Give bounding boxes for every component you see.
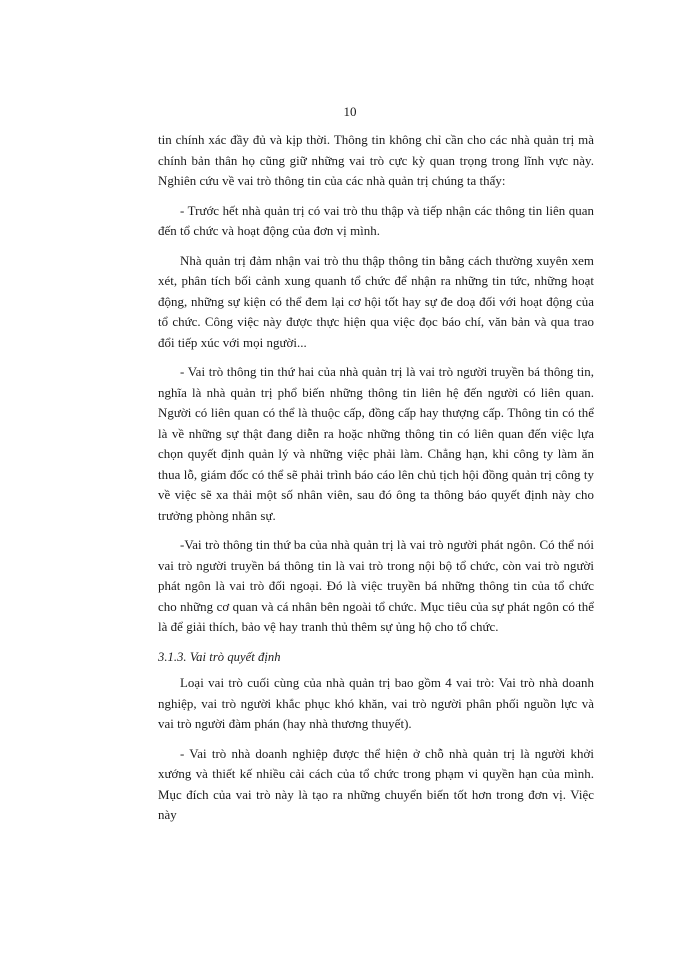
body-paragraph: tin chính xác đầy đủ và kịp thời. Thông tin không chỉ cần cho các nhà quản trị mà chính bản thân họ cũng giữ những vai trò cực kỳ quan trọng trong lĩnh vực này. Nghiên cứu về vai trò thông tin của các nhà quản trị chúng ta thấy:	[158, 133, 594, 188]
page-number: 10	[343, 104, 357, 119]
body-paragraph: Loại vai trò cuối cùng của nhà quản trị bao gồm 4 vai trò: Vai trò nhà doanh nghiệp, vai trò người khắc phục khó khăn, vai trò người phân phối nguồn lực và vai trò người đàm phán (hay nhà thương thuyết).	[158, 676, 594, 731]
section-heading: 3.1.3. Vai trò quyết định	[158, 649, 281, 664]
body-paragraph: - Vai trò thông tin thứ hai của nhà quản trị là vai trò người truyền bá thông tin, nghĩa là nhà quản trị phổ biến những thông tin liên hệ đến người có liên quan. Người có liên quan có thể là thuộc cấp, đồng cấp hay thượng cấp. Thông tin có thể là về những sự thật đang diễn ra hoặc những thông tin có liên quan đến việc lựa chọn quyết định quản lý và những việc phải làm. Chẳng hạn, khi công ty làm ăn thua lỗ, giám đốc có thể sẽ phải trình báo cáo lên chủ tịch hội đồng quản trị công ty về việc sẽ xa thải một số nhân viên, sau đó ông ta thông báo quyết định này cho trưởng phòng nhân sự.	[158, 365, 594, 523]
body-paragraph: - Trước hết nhà quản trị có vai trò thu thập và tiếp nhận các thông tin liên quan đến tổ chức và hoạt động của đơn vị mình.	[158, 203, 594, 238]
body-paragraph: Nhà quản trị đảm nhận vai trò thu thập thông tin bằng cách thường xuyên xem xét, phân tích bối cảnh xung quanh tổ chức để nhận ra những tin tức, những hoạt động, những sự kiện có thể đem lại cơ hội tốt hay sự đe doạ đối với hoạt động của tổ chức. Công việc này được thực hiện qua việc đọc báo chí, văn bản và qua trao đổi tiếp xúc với mọi người...	[158, 253, 594, 350]
body-paragraph: - Vai trò nhà doanh nghiệp được thể hiện ở chỗ nhà quản trị là người khởi xướng và thiết kế nhiều cải cách của tổ chức trong phạm vi quyền hạn của mình. Mục đích của vai trò này là tạo ra những chuyển biến tốt hơn trong đơn vị. Việc này	[158, 746, 594, 822]
body-paragraph: -Vai trò thông tin thứ ba của nhà quản trị là vai trò người phát ngôn. Có thể nói vai trò người truyền bá thông tin là vai trò trong nội bộ tổ chức, còn vai trò người phát ngôn là vai trò đối ngoại. Đó là việc truyền bá những thông tin của tổ chức cho những cơ quan và cá nhân bên ngoài tổ chức. Mục tiêu của sự phát ngôn có thể là để giải thích, bảo vệ hay tranh thủ thêm sự ủng hộ cho tổ chức.	[158, 538, 594, 634]
page-body	[158, 130, 594, 835]
